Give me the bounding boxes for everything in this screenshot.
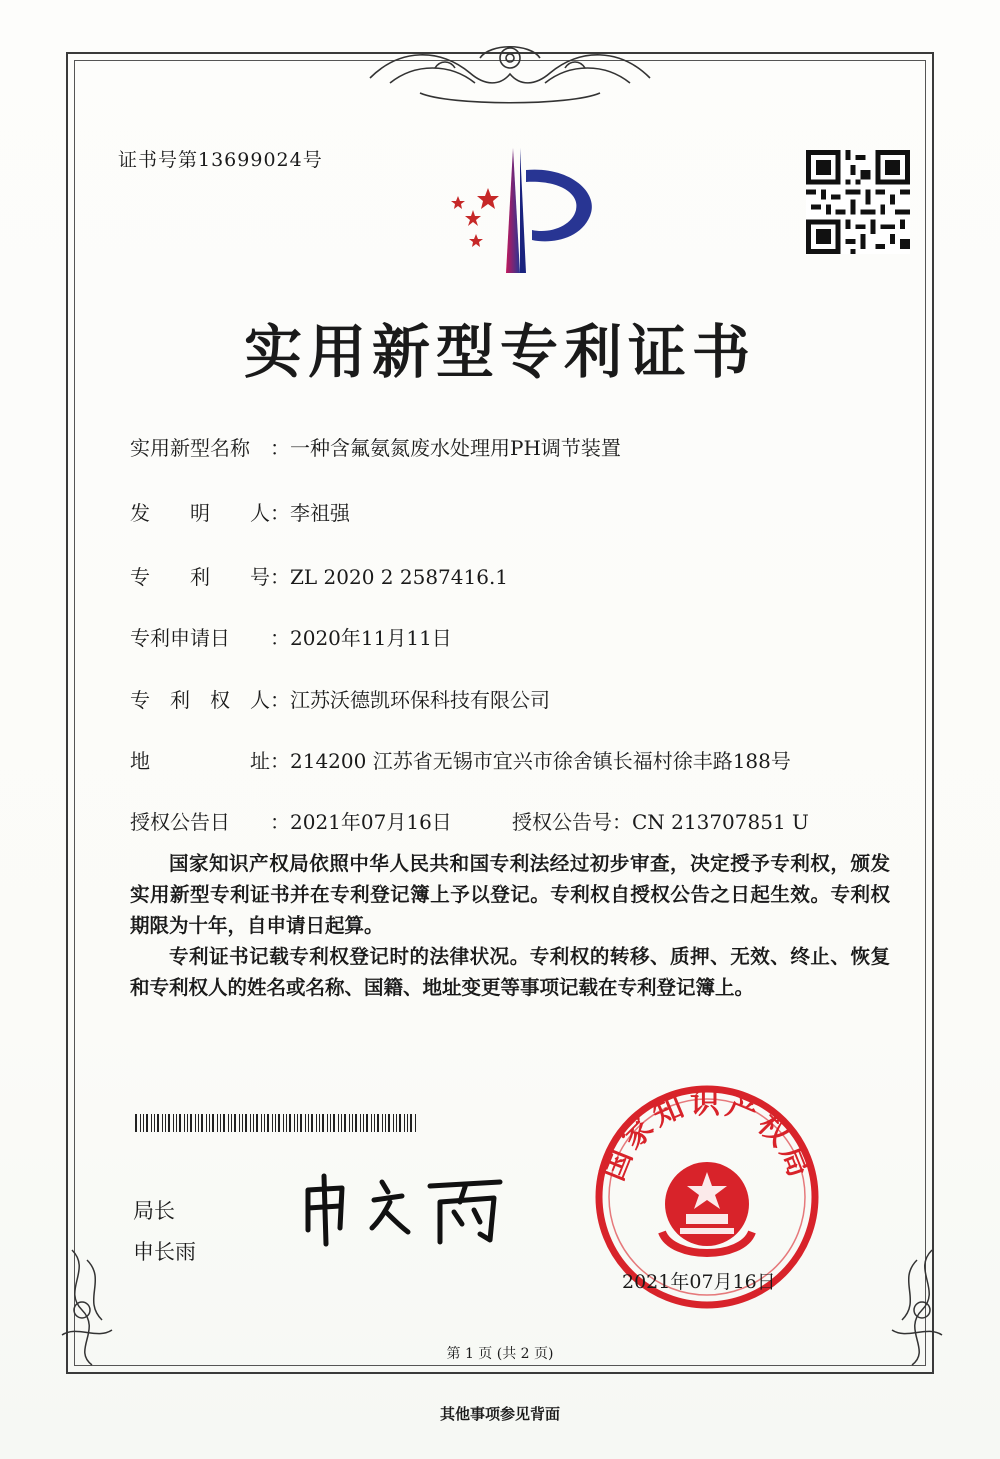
- certificate-number: 证书号第13699024号: [118, 149, 323, 171]
- field-value: ZL 2020 2 2587416.1: [290, 565, 509, 589]
- field-address: 地 址：214200 江苏省无锡市宜兴市徐舍镇长福村徐丰路188号: [130, 745, 791, 774]
- legal-paragraph-2: 专利证书记载专利权登记时的法律状况。专利权的转移、质押、无效、终止、恢复和专利权人的姓名或名称、国籍、地址变更等事项记载在专利登记簿上。: [130, 945, 890, 999]
- seal-text: 国家知识产权局: [595, 1085, 819, 1186]
- field-value: 李祖强: [290, 501, 350, 525]
- field-value: CN 213707851 U: [632, 810, 809, 834]
- field-utility-model-name: 实用新型名称 ：一种含氟氨氮废水处理用PH调节装置: [130, 432, 621, 461]
- legal-statement: [130, 848, 890, 1003]
- field-label: 专 利 号: [130, 565, 270, 589]
- director-title: 局长: [133, 1199, 175, 1223]
- field-patentee: 专 利 权 人：江苏沃德凯环保科技有限公司: [130, 684, 550, 713]
- field-value: 一种含氟氨氮废水处理用PH调节装置: [290, 436, 621, 460]
- field-announcement-date: 授权公告日 ：2021年07月16日: [130, 806, 452, 835]
- field-label: 专 利 权 人: [130, 688, 270, 712]
- field-value: 江苏沃德凯环保科技有限公司: [290, 688, 550, 712]
- field-value: 2021年07月16日: [290, 810, 452, 834]
- page-number: 第 1 页 (共 2 页): [446, 1346, 554, 1362]
- field-label: 授权公告日: [130, 810, 230, 834]
- field-application-date: 专利申请日 ：2020年11月11日: [130, 622, 452, 651]
- field-value: 214200 江苏省无锡市宜兴市徐舍镇长福村徐丰路188号: [290, 749, 791, 773]
- legal-paragraph-1: 国家知识产权局依照中华人民共和国专利法经过初步审查，决定授予专利权，颁发实用新型专利证书并在专利登记簿上予以登记。专利权自授权公告之日起生效。专利权期限为十年，自申请日起算。: [130, 852, 890, 937]
- field-label: 授权公告号: [512, 810, 612, 834]
- director-signature-icon: [290, 1168, 520, 1248]
- qr-code-icon: [806, 150, 910, 254]
- cnipa-logo-icon: [440, 148, 600, 273]
- footer-note: 其他事项参见背面: [439, 1405, 560, 1423]
- field-inventor: 发 明 人：李祖强: [130, 497, 350, 526]
- certificate-title: 实用新型专利证书: [243, 318, 756, 386]
- field-patent-number: 专 利 号：ZL 2020 2 2587416.1: [130, 561, 508, 590]
- barcode-icon: [135, 1114, 417, 1132]
- top-ornament-icon: [360, 38, 660, 110]
- field-label: 实用新型名称: [130, 436, 250, 460]
- field-label: 地 址: [130, 749, 270, 773]
- field-value: 2020年11月11日: [290, 626, 452, 650]
- field-label: 专利申请日: [130, 626, 230, 650]
- field-announcement-number: 授权公告号：CN 213707851 U: [512, 810, 809, 834]
- field-label: 发 明 人: [130, 501, 270, 525]
- seal-date: 2021年07月16日: [622, 1271, 776, 1293]
- director-name: 申长雨: [133, 1240, 196, 1264]
